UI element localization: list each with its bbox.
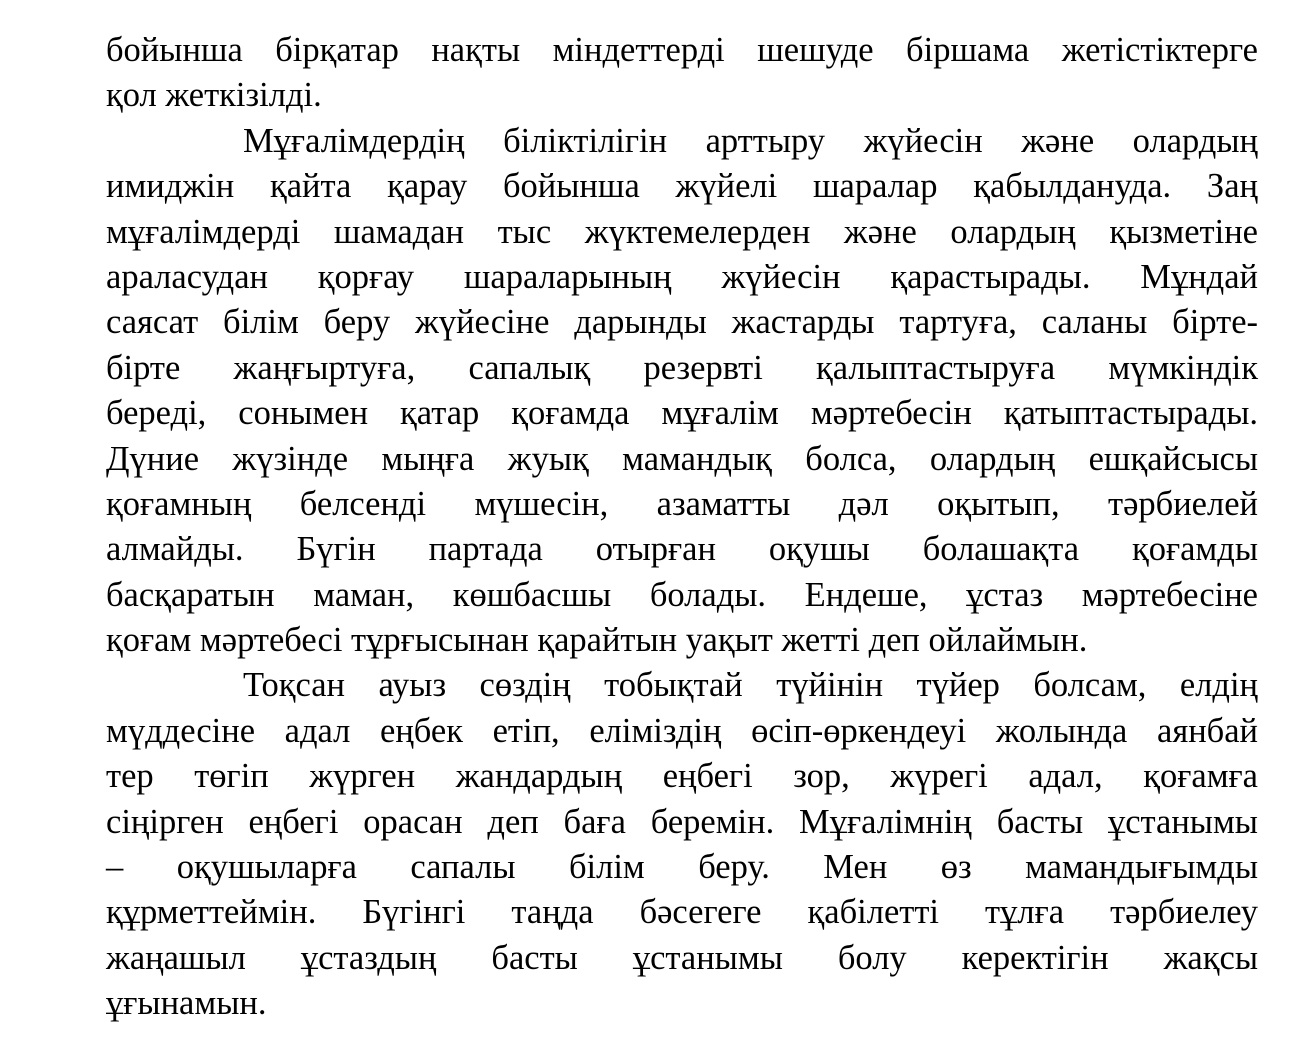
text-line: мұғалімдерді шамадан тыс жүктемелерден және олардың қызметіне <box>106 212 1258 251</box>
text-line: имиджін қайта қарау бойынша жүйелі шаралар қабылдануда. Заң <box>106 167 1258 206</box>
text-line: саясат білім беру жүйесіне дарынды жастарды тартуға, саланы бірте- <box>106 303 1258 342</box>
text-line: тер төгіп жүрген жандардың еңбегі зор, жүрегі адал, қоғамға <box>106 757 1258 796</box>
text-line: құрметтеймін. Бүгінгі таңда бәсегеге қабілетті тұлға тәрбиелеу <box>106 893 1258 932</box>
paragraph-3 <box>106 663 1258 1026</box>
text-line: мүддесіне адал еңбек етіп, еліміздің өсіп-өркендеуі жолында аянбай <box>106 711 1258 750</box>
text-line: Мұғалімдердің біліктілігін арттыру жүйесін және олардың <box>243 121 1258 160</box>
paragraph-2 <box>106 119 1258 664</box>
text-line: алмайды. Бүгін партада отырған оқушы болашақта қоғамды <box>106 530 1258 569</box>
text-line: қоғам мәртебесі тұрғысынан қарайтын уақыт жетті деп ойлаймын. <box>106 621 1088 660</box>
text-line: Дүние жүзінде мыңға жуық мамандық болса, олардың ешқайсысы <box>106 439 1258 478</box>
text-line: Тоқсан ауыз сөздің тобықтай түйінін түйер болсам, елдің <box>243 666 1258 705</box>
text-line: береді, сонымен қатар қоғамда мұғалім мәртебесін қатыптастырады. <box>106 394 1258 433</box>
text-line: бірте жаңғыртуға, сапалық резервті қалыптастыруға мүмкіндік <box>106 348 1258 387</box>
text-line: сіңірген еңбегі орасан деп баға беремін. Мұғалімнің басты ұстанымы <box>106 802 1258 841</box>
text-line: бойынша бірқатар нақты міндеттерді шешуде біршама жетістіктерге <box>106 31 1258 69</box>
text-line: қол жеткізілді. <box>106 76 322 115</box>
text-line: араласудан қорғау шараларының жүйесін қарастырады. Мұндай <box>106 257 1258 296</box>
text-line: ұғынамын. <box>106 984 267 1023</box>
text-line: жаңашыл ұстаздың басты ұстанымы болу керектігін жақсы <box>106 938 1258 977</box>
text-line: қоғамның белсенді мүшесін, азаматты дәл оқытып, тәрбиелей <box>106 484 1258 523</box>
text-line: – оқушыларға сапалы білім беру. Мен өз мамандығымды <box>106 848 1258 887</box>
text-line: басқаратын маман, көшбасшы болады. Ендеше, ұстаз мәртебесіне <box>106 575 1258 614</box>
document-page <box>106 28 1258 1027</box>
paragraph-1 <box>106 28 1258 119</box>
